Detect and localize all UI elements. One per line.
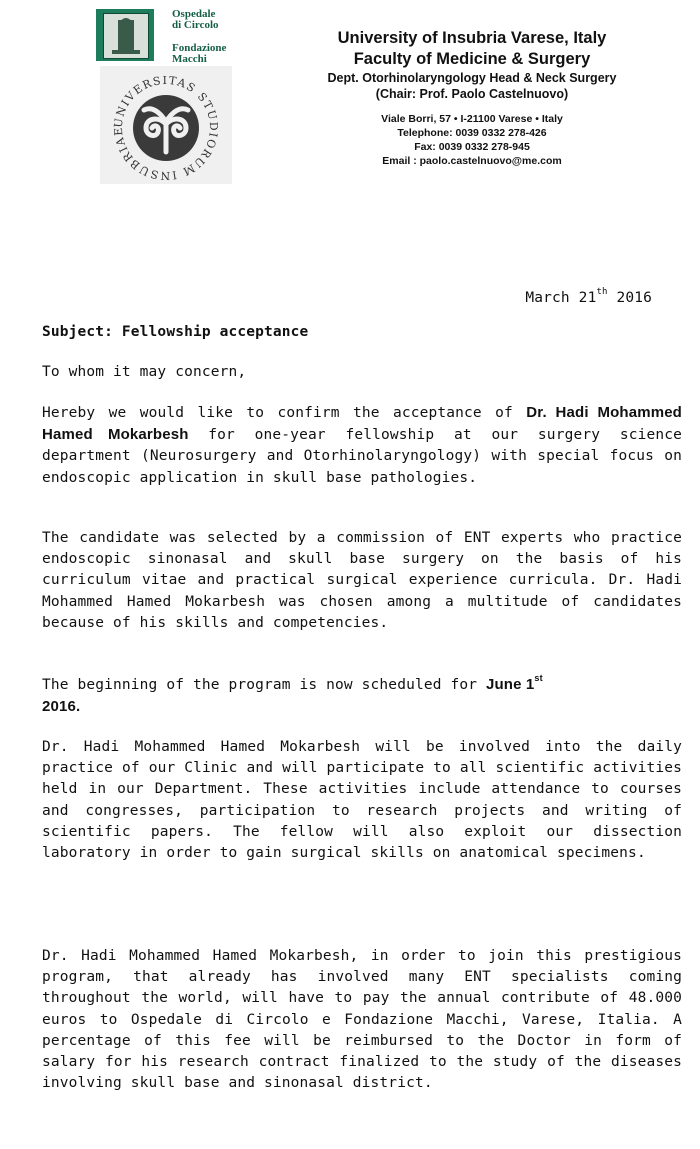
letterhead [262, 28, 682, 102]
university-name: University of Insubria Varese, Italy [337, 29, 607, 47]
seal-text: UNIVERSITAS STUDIORUM INSUBRIAE [111, 73, 221, 183]
paragraph-selection: The candidate was selected by a commission of ENT experts who practice endoscopic sinonasal and skull base surgery on the basis of his curriculum vitae and practical surgical experience curricula. Dr. Hadi Mohammed Hamed Mokarbesh was chosen among a multitude of candidates because of his skills and competencies. [42, 530, 682, 631]
paragraph-fee: Dr. Hadi Mohammed Hamed Mokarbesh, in order to join this prestigious program, that already has involved many ENT specialists coming throughout the world, will have to pay the annual contribute of 48.000 euros to Ospedale di Circolo e Fondazione Macchi, Varese, Italia. A percentage of this fee will be reimbursed to the Doctor in form of salary for his research contract finalized to the study of the diseases involving skull base and sinonasal district. [42, 948, 682, 1092]
letter-date: March 21th 2016 [525, 287, 652, 306]
hospital-logo [96, 8, 233, 65]
hospital-name-bottom: Fondazione Macchi [172, 42, 227, 65]
university-seal [100, 66, 232, 184]
department-name: Dept. Otorhinolaryngology Head & Neck Surgery [327, 71, 617, 85]
telephone: Telephone: 0039 0332 278-426 [397, 127, 547, 139]
fax: Fax: 0039 0332 278-945 [414, 141, 530, 153]
address: Viale Borri, 57 • I-21100 Varese • Italy [381, 113, 563, 125]
faculty-name: Faculty of Medicine & Surgery [353, 50, 591, 68]
paragraph-start-date: The beginning of the program is now scheduled for June 1st 2016. [42, 673, 543, 716]
letter-subject: Subject: Fellowship acceptance [42, 324, 309, 340]
hospital-emblem [96, 9, 154, 61]
start-date: June 1st 2016 [42, 673, 543, 716]
email: Email : paolo.castelnuovo@me.com [382, 155, 562, 167]
paragraph-activities: Dr. Hadi Mohammed Hamed Mokarbesh will be involved into the daily practice of our Clinic and will participate to all scientific activities held in our Department. These activities include attendance to courses and congresses, participation to research projects and writing of scientific papers. The fellow will also exploit our dissection laboratory in order to gain surgical skills on anatomical specimens. [42, 739, 682, 862]
paragraph-acceptance: Hereby we would like to confirm the acceptance of Dr. Hadi Mohammed Hamed Mokarbesh for one-year fellowship at our surgery science department (Neurosurgery and Otorhinolaryngology) with special focus on endoscopic application in skull base pathologies. [42, 404, 683, 486]
contact-block [262, 112, 682, 168]
candidate-name: Dr. Hadi Mohammed Hamed Mokarbesh [42, 404, 682, 444]
letter-greeting: To whom it may concern, [42, 364, 247, 380]
department-chair: (Chair: Prof. Paolo Castelnuovo) [375, 87, 569, 101]
hospital-name-top: Ospedale di Circolo [172, 8, 219, 31]
